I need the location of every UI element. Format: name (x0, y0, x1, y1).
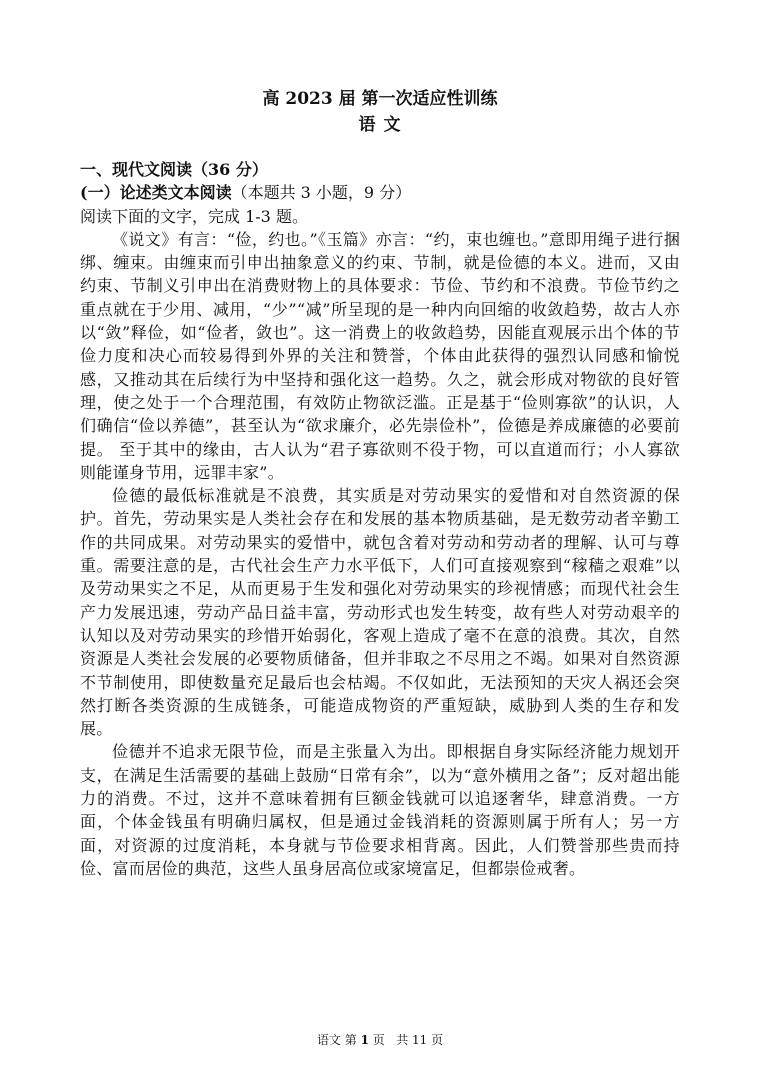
passage-paragraph-3: 俭德并不追求无限节俭，而是主张量入为出。即根据自身实际经济能力规划开支，在满足生活需要的基础上鼓励“日常有余”，以为“意外横用之备”；反对超出能力的消费。不过，这并不意味着拥有巨额金钱就可以追逐奢华，肆意消费。一方面，个体金钱虽有明确归属权，但是通过金钱消耗的资源则属于所有人；另一方面，对资源的过度消耗，本身就与节俭要求相背离。因此，人们赞誉那些贵而持俭、富而居俭的典范，这些人虽身居高位或家境富足，但都崇俭戒奢。 (80, 742, 680, 878)
passage-paragraph-2: 俭德的最低标准就是不浪费，其实质是对劳动果实的爱惜和对自然资源的保护。首先，劳动果实是人类社会存在和发展的基本物质基础，是无数劳动者辛勤工作的共同成果。对劳动果实的爱惜中，就包含着对劳动和劳动者的理解、认可与尊重。需要注意的是，古代社会生产力水平低下，人们可直接观察到“稼穑之艰难”以及劳动果实之不足，从而更易于生发和强化对劳动果实的珍视情感；而现代社会生产力发展迅速，劳动产品日益丰富，劳动形式也发生转变，故有些人对劳动艰辛的认知以及对劳动果实的珍惜开始弱化，客观上造成了毫不在意的浪费。其次，自然资源是人类社会发展的必要物质储备，但并非取之不尽用之不竭。如果对自然资源不节制使用，即使数量充足最后也会枯竭。不仅如此，无法预知的天灾人祸还会突然打断各类资源的生成链条，可能造成物资的严重短缺，威胁到人类的生存和发展。 (80, 486, 680, 739)
exam-title: 高 2023 届 第一次适应性训练 (262, 89, 498, 109)
page-footer (0, 1032, 760, 1048)
section-heading: 一、现代文阅读（36 分） (80, 160, 268, 179)
subject-title: 语 文 (358, 115, 402, 135)
reading-section (80, 158, 680, 880)
footer-subject: 语文 (316, 1033, 341, 1047)
passage-paragraph-1: 《说文》有言：“俭，约也。”《玉篇》亦言：“约，束也缠也。”意即用绳子进行捆绑、缠束。由缠束而引申出抽象意义的约束、节制，就是俭德的本义。进而，又由约束、节制义引申出在消费财物上的具体要求：节俭、节约和不浪费。节俭节约之重点就在于少用、减用，“少”“减”所呈现的是一种内向回缩的收敛趋势，故古人亦以“敛”释俭，如“俭者，敛也”。这一消费上的收敛趋势，因能直观展示出个体的节俭力度和决心而较易得到外界的关注和赞誉，个体由此获得的强烈认同感和愉悦感，又推动其在后续行为中坚持和强化这一趋势。久之，就会形成对物欲的良好管理，使之处于一个合理范围，有效防止物欲泛滥。正是基于“俭则寡欲”的认识，人们确信“俭以养德”，甚至认为“欲求廉介，必先崇俭朴”，俭德是养成廉德的必要前提。 至于其中的缘由，古人认为“君子寡欲则不役于物，可以直道而行；小人寡欲则能谨身节用，远罪丰家”。 (80, 229, 680, 482)
subsection-heading (80, 181, 680, 204)
subsection-note: （本题共 3 小题，9 分） (231, 183, 412, 203)
footer-page-prefix: 第 (344, 1033, 357, 1047)
footer-page-suffix: 页 (372, 1033, 385, 1047)
reading-instruction: 阅读下面的文字，完成 1-3 题。 (80, 206, 308, 226)
footer-total-pages: 共 11 页 (396, 1033, 444, 1047)
footer-page-number: 1 (360, 1033, 369, 1047)
subsection-title: (一）论述类文本阅读 (80, 183, 232, 203)
